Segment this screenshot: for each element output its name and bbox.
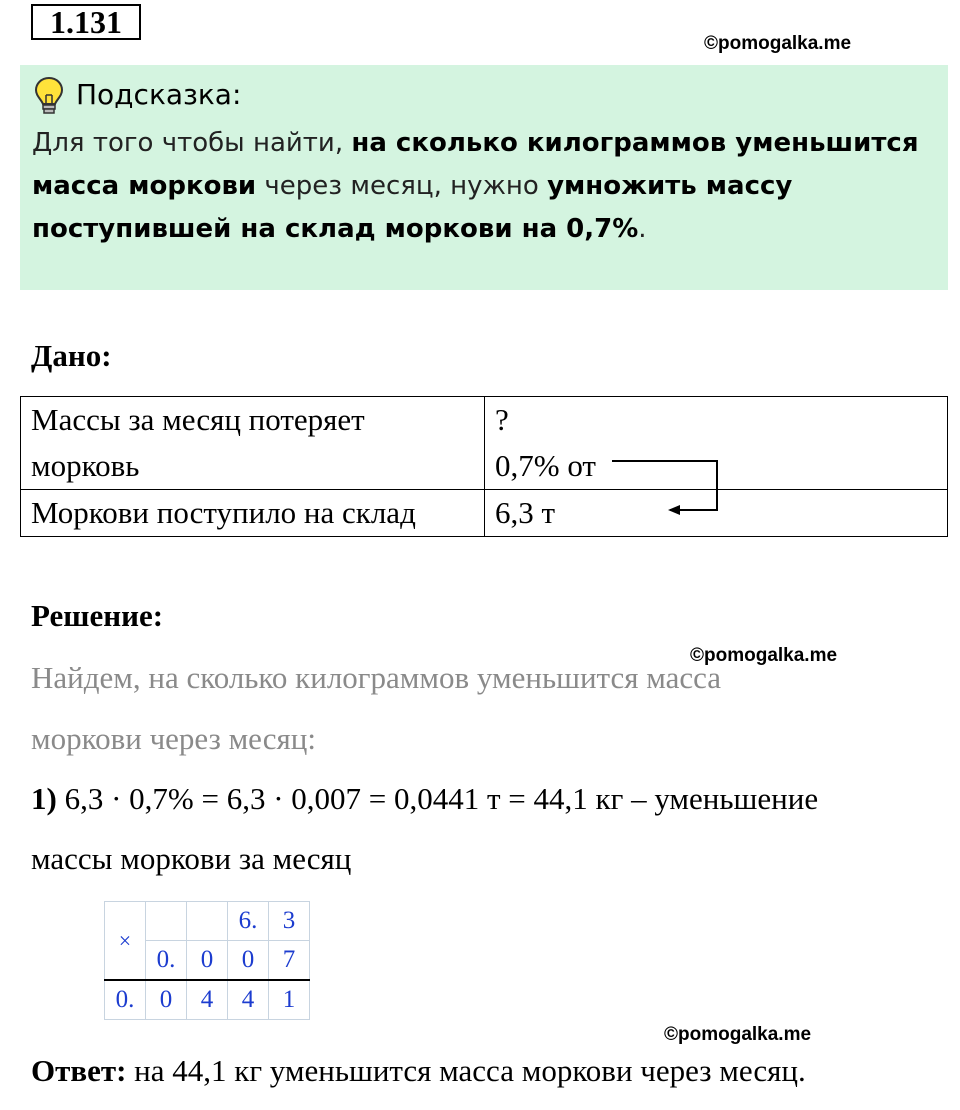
given-label bbox=[21, 490, 485, 537]
mult-cell: 0. bbox=[146, 941, 187, 981]
mult-cell: 0. bbox=[105, 980, 146, 1020]
given-heading: Дано: bbox=[31, 338, 112, 373]
given-label-line: Моркови поступило на склад bbox=[31, 495, 416, 530]
mult-cell: 1 bbox=[269, 980, 310, 1020]
given-value-line: 0,7% от bbox=[495, 448, 596, 483]
watermark: ©pomogalka.me bbox=[690, 645, 838, 666]
mult-cell: 0 bbox=[146, 980, 187, 1020]
mult-cell bbox=[146, 902, 187, 941]
hint-text-part: . bbox=[638, 214, 647, 244]
given-label-line: морковь bbox=[31, 448, 140, 483]
problem-number: 1.131 bbox=[31, 4, 141, 40]
hint-text-part: через месяц, нужно bbox=[256, 171, 548, 201]
hint-text-bold: на сколько килограммов уменьшится масса моркови bbox=[32, 128, 919, 201]
given-table bbox=[20, 396, 948, 537]
mult-result-row bbox=[105, 980, 310, 1020]
hint-text-bold: умножить массу поступившей на склад моркови на 0,7% bbox=[32, 171, 793, 244]
solution-heading: Решение: bbox=[31, 598, 164, 633]
solution-intro-line: моркови через месяц: bbox=[31, 721, 316, 756]
mult-cell: 4 bbox=[228, 980, 269, 1020]
answer-text: на 44,1 кг уменьшится масса моркови через месяц. bbox=[126, 1053, 806, 1088]
given-row bbox=[21, 490, 948, 537]
hint-text bbox=[32, 122, 932, 251]
given-row bbox=[21, 397, 948, 490]
watermark: ©pomogalka.me bbox=[664, 1024, 812, 1045]
solution-step bbox=[31, 781, 818, 817]
step-formula: 6,3 · 0,7% = 6,3 · 0,007 = 0,0441 т = 44,1 кг – уменьшение bbox=[64, 781, 819, 816]
mult-cell bbox=[187, 902, 228, 941]
multiply-sign: × bbox=[105, 902, 146, 981]
step-number: 1) bbox=[31, 781, 57, 816]
mult-cell: 3 bbox=[269, 902, 310, 941]
mult-cell: 7 bbox=[269, 941, 310, 981]
given-value-line: ? bbox=[495, 402, 509, 437]
hint-text-part: Для того чтобы найти, bbox=[32, 128, 352, 158]
mult-row bbox=[105, 902, 310, 941]
mult-cell: 0 bbox=[228, 941, 269, 981]
given-value-line: 6,3 т bbox=[495, 495, 556, 530]
mult-cell: 0 bbox=[187, 941, 228, 981]
solution-step-cont: массы моркови за месяц bbox=[31, 841, 352, 876]
solution-intro-line: Найдем, на сколько килограммов уменьшится масса bbox=[31, 660, 722, 695]
mult-cell: 4 bbox=[187, 980, 228, 1020]
relation-arrow bbox=[600, 450, 730, 525]
mult-cell: 6. bbox=[228, 902, 269, 941]
answer-label: Ответ: bbox=[31, 1053, 127, 1088]
watermark: ©pomogalka.me bbox=[704, 33, 852, 54]
answer bbox=[31, 1053, 806, 1089]
given-label bbox=[21, 397, 485, 490]
hint-title: Подсказка: bbox=[76, 78, 242, 111]
lightbulb-icon bbox=[34, 76, 64, 116]
given-label-line: Массы за месяц потеряет bbox=[31, 402, 365, 437]
multiplication-table bbox=[104, 901, 310, 1020]
